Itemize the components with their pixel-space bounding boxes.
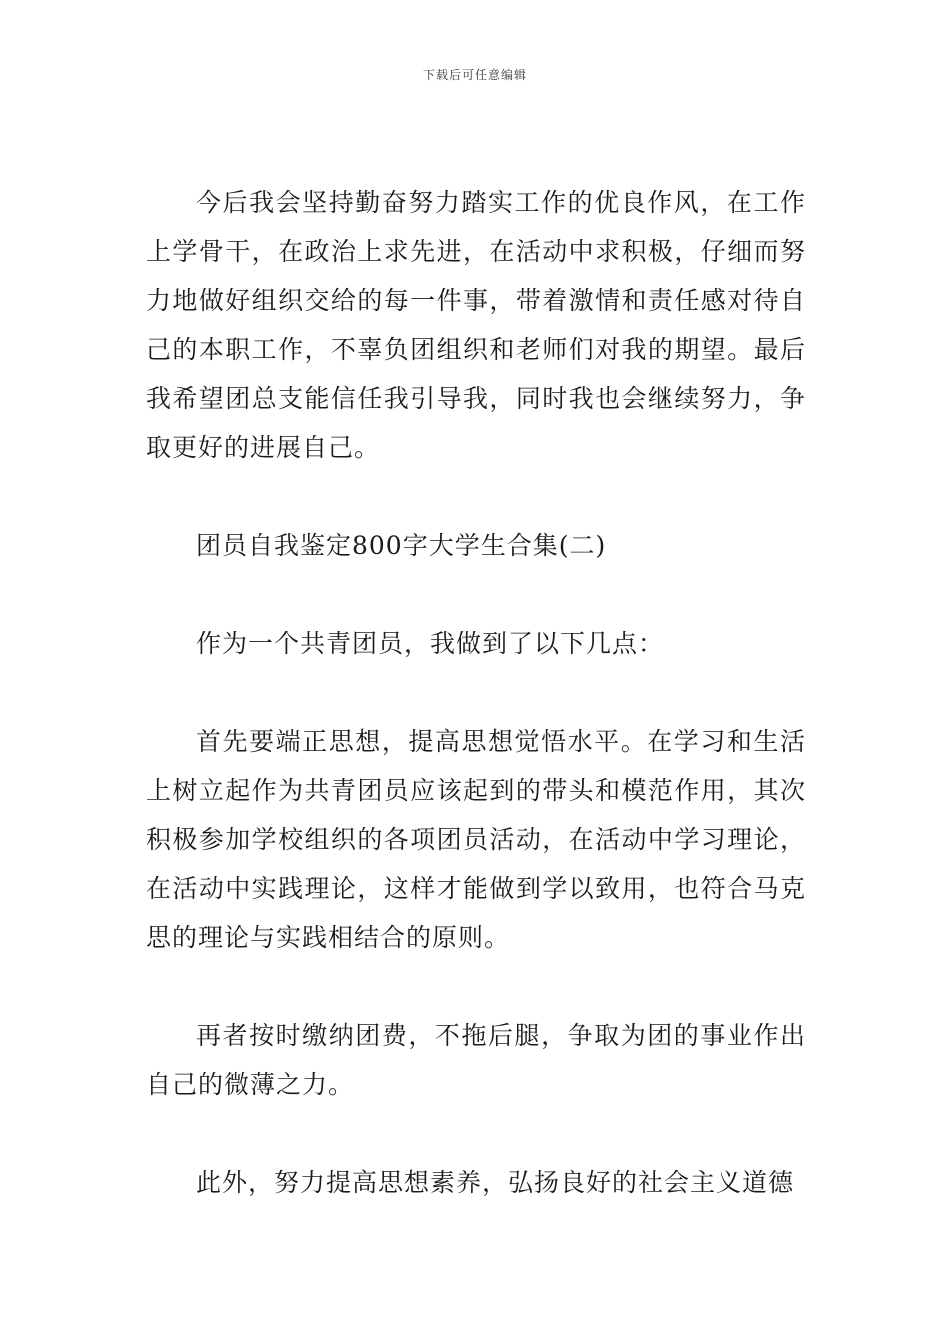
page-header: 下载后可任意编辑	[422, 68, 527, 82]
paragraph-spacer	[146, 668, 806, 717]
paragraph-third-point: 此外，努力提高思想素养，弘扬良好的社会主义道德	[196, 1168, 795, 1197]
paragraph-intro: 作为一个共青团员，我做到了以下几点：	[196, 629, 665, 658]
paragraph-first-point: 首先要端正思想，提高思想觉悟水平。在学习和生活上树立起作为共青团员应该起到的带头和模范作用，其次积极参加学校组织的各项团员活动，在活动中学习理论，在活动中实践理论，这样才能做到学以致用，也符合马克思的理论与实践相结合的原则。	[146, 727, 806, 952]
paragraph-second-point: 再者按时缴纳团费，不拖后腿，争取为团的事业作出自己的微薄之力。	[146, 1021, 806, 1099]
paragraph-spacer	[146, 962, 806, 1011]
document-body	[146, 178, 806, 1207]
paragraph-conclusion: 今后我会坚持勤奋努力踏实工作的优良作风，在工作上学骨干，在政治上求先进，在活动中求积极，仔细而努力地做好组织交给的每一件事，带着激情和责任感对待自己的本职工作，不辜负团组织和老师们对我的期望。最后我希望团总支能信任我引导我，同时我也会继续努力，争取更好的进展自己。	[146, 188, 806, 462]
paragraph-spacer	[146, 472, 806, 521]
paragraph-spacer	[146, 570, 806, 619]
section-heading: 团员自我鉴定800字大学生合集(二)	[196, 531, 607, 560]
paragraph-spacer	[146, 1109, 806, 1158]
